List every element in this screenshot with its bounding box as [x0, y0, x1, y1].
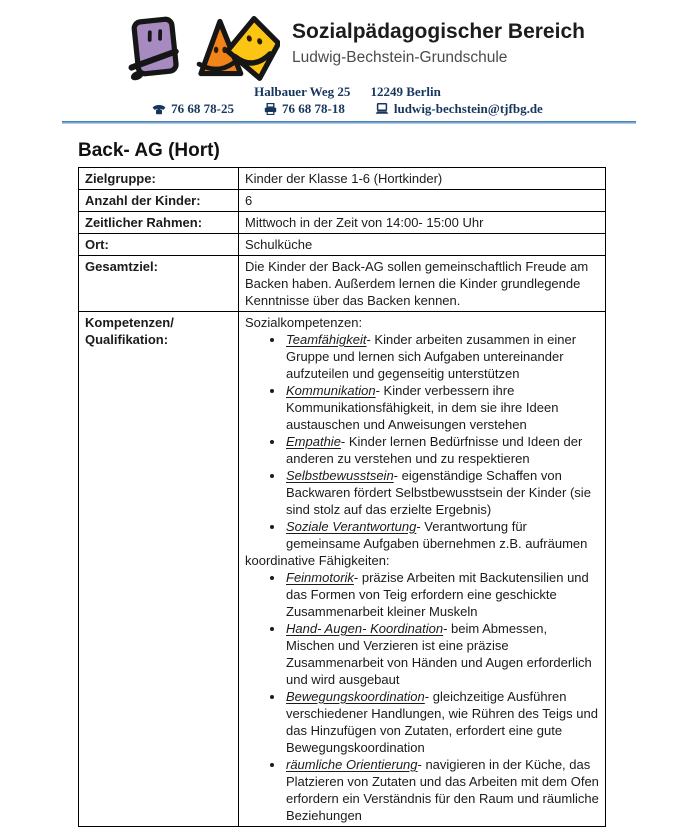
address-line [0, 84, 695, 99]
info-table [78, 167, 606, 827]
row-label: Ort: [79, 234, 239, 256]
row-value: Die Kinder der Back-AG sollen gemeinschaftlich Freude am Backen haben. Außerdem lernen die Kinder grundlegende Kenntnisse über das Backen kennen. [239, 256, 606, 312]
competence-text: - Kinder lernen Bedürfnisse und Ideen der anderen zu verstehen und zu respektieren [286, 434, 583, 466]
row-value: Mittwoch in der Zeit von 14:00- 15:00 Uhr [239, 212, 606, 234]
row-label: Anzahl der Kinder: [79, 190, 239, 212]
row-label: Gesamtziel: [79, 256, 239, 312]
competence-item [285, 688, 599, 756]
competence-text: - navigieren in der Küche, das Platzieren von Zutaten und das Arbeiten mit dem Ofen erfordern ein Verständnis für den Raum und räumliche Beziehungen [286, 757, 599, 823]
competences-row-group [79, 312, 606, 827]
email-address: ludwig-bechstein@tjfbg.de [393, 101, 543, 116]
phone-number: 76 68 78-25 [171, 101, 235, 116]
address-street: Halbauer Weg 25 [254, 84, 351, 99]
letterhead [0, 0, 695, 124]
letterhead-titles [292, 12, 585, 68]
competence-item [285, 518, 599, 552]
phone-icon [152, 103, 166, 115]
competence-section-heading: koordinative Fähigkeiten: [245, 553, 390, 568]
fax-number: 76 68 78-18 [282, 101, 345, 116]
kompetenzen-content [239, 312, 606, 827]
school-name: Ludwig-Bechstein-Grundschule [292, 49, 508, 66]
competence-term: Teamfähigkeit [286, 332, 367, 347]
competence-term: Empathie [286, 434, 341, 449]
logo-book-shape [124, 19, 178, 83]
school-logo-icon [120, 12, 280, 84]
row-label [79, 312, 239, 827]
row-value: 6 [239, 190, 606, 212]
row-value: Kinder der Klasse 1-6 (Hortkinder) [239, 168, 606, 190]
competence-term: Bewegungskoordination [286, 689, 425, 704]
competence-text: - Kinder verbessern ihre Kommunikationsfähigkeit, in dem sie ihre Ideen austauschen und Anweisungen verstehen [286, 383, 559, 432]
org-title: Sozialpädagogischer Bereich [292, 20, 585, 43]
letterhead-top [10, 12, 695, 84]
contact-line [0, 101, 695, 116]
competence-term: räumliche Orientierung [286, 757, 418, 772]
laptop-icon [375, 103, 389, 115]
table-row [79, 234, 606, 256]
table-row [79, 212, 606, 234]
competence-item [285, 756, 599, 824]
competence-text: - Verantwortung für gemeinsame Aufgaben übernehmen z.B. aufräumen [286, 519, 588, 551]
kompetenzen-label-line2: Qualifikation: [85, 332, 169, 347]
row-value: Schulküche [239, 234, 606, 256]
address-city: 12249 Berlin [370, 84, 441, 99]
info-table-rows [79, 168, 606, 312]
competence-item [285, 433, 599, 467]
competence-text: - Kinder arbeiten zusammen in einer Gruppe und lernen sich Aufgaben untereinander aufzuteilen und gegenseitig unterstützen [286, 332, 577, 381]
competence-term: Soziale Verantwortung [286, 519, 417, 534]
competence-text: - eigenständige Schaffen von Backwaren fördert Selbstbewusstsein der Kinder (sie sind stolz auf das erzielte Ergebnis) [286, 468, 591, 517]
letterhead-divider [62, 121, 636, 124]
competence-item [285, 467, 599, 518]
competence-text: - gleichzeitige Ausführen verschiedener Handlungen, wie Rühren des Teigs und das Hinzufügen von Zutaten, erfordert eine gute Bewegungskoordination [286, 689, 598, 755]
phone-contact [152, 101, 234, 116]
table-row [79, 168, 606, 190]
email-contact [375, 101, 543, 116]
competence-term: Feinmotorik [286, 570, 354, 585]
competence-term: Kommunikation [286, 383, 376, 398]
row-label: Zielgruppe: [79, 168, 239, 190]
competence-section-heading: Sozialkompetenzen: [245, 315, 363, 330]
competence-term: Selbstbewusstsein [286, 468, 394, 483]
table-row [79, 190, 606, 212]
table-row [79, 256, 606, 312]
competence-item [285, 569, 599, 620]
competence-list [245, 331, 599, 552]
fax-icon [264, 103, 277, 115]
kompetenzen-label-line1: Kompetenzen/ [85, 315, 174, 330]
competence-term: Hand- Augen- Koordination [286, 621, 444, 636]
competence-list [245, 569, 599, 824]
table-row-kompetenzen [79, 312, 606, 827]
fax-contact [264, 101, 345, 116]
page-title: Back- AG (Hort) [78, 140, 220, 161]
competence-item [285, 382, 599, 433]
row-label: Zeitlicher Rahmen: [79, 212, 239, 234]
competence-text: - beim Abmessen, Mischen und Verzieren ist eine präzise Zusammenarbeit von Händen und Augen erforderlich und wird ausgebaut [286, 621, 592, 687]
competence-item [285, 620, 599, 688]
competence-text: - präzise Arbeiten mit Backutensilien und das Formen von Teig erfordern eine geschickte Zusammenarbeit kleiner Muskeln [286, 570, 589, 619]
competence-item [285, 331, 599, 382]
